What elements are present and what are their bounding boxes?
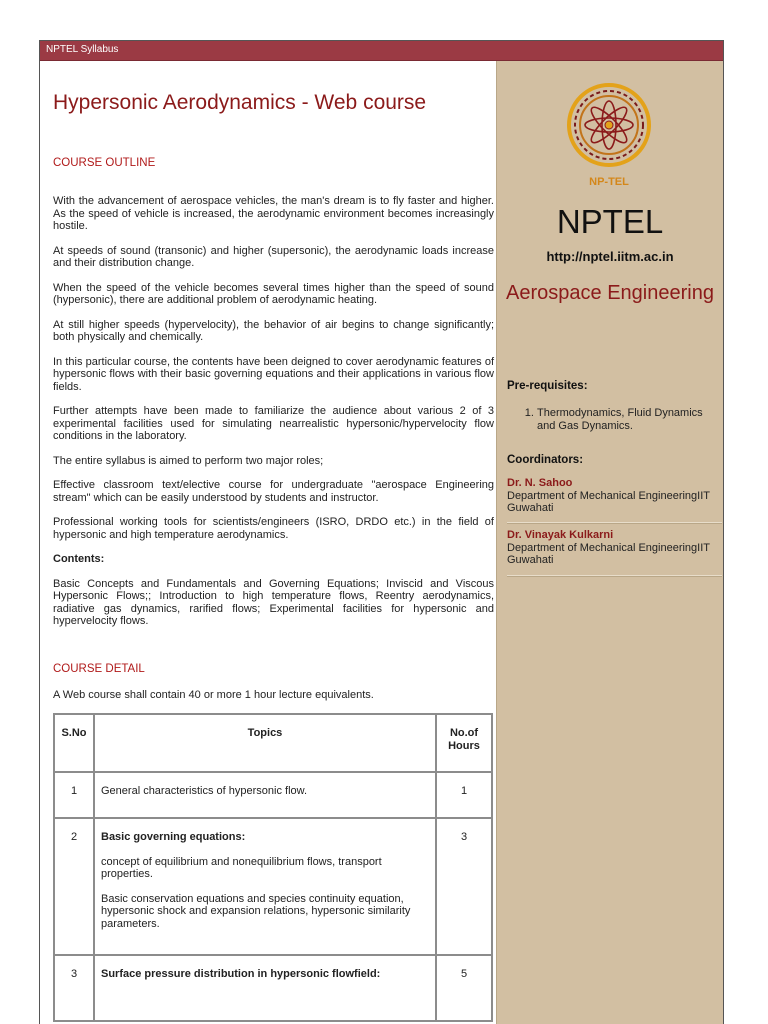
outline-paragraph: In this particular course, the contents have been deigned to cover aerodynamic features of hypersonic flows with their basic governing equations and their applications in various flow fields. <box>53 355 494 393</box>
nptel-url-link[interactable]: http://nptel.iitm.ac.in <box>546 249 674 264</box>
row-topic <box>94 818 436 955</box>
prerequisites-heading: Pre-requisites: <box>507 380 588 392</box>
row-topic-line: concept of equilibrium and nonequilibrium flows, transport properties. <box>101 855 382 880</box>
top-bar-label: NPTEL Syllabus <box>46 44 119 55</box>
outline-paragraph: Further attempts have been made to familiarize the audience about various 2 of 3 experimental facilities used for simulating nearrealistic hypersonic/hypervelocity flow conditions in the laboratory. <box>53 405 494 442</box>
page-frame <box>39 40 724 1024</box>
row-topic: Surface pressure distribution in hypersonic flowfield: <box>94 955 436 1021</box>
outline-paragraph: At speeds of sound (transonic) and higher (supersonic), the aerodynamic loads increase and their distribution change. <box>53 244 494 269</box>
coordinator-entry <box>507 477 722 515</box>
coordinators-heading: Coordinators: <box>507 454 584 466</box>
header-topics: Topics <box>94 714 436 772</box>
row-hours: 3 <box>436 818 492 955</box>
header-sno: S.No <box>54 714 94 772</box>
syllabus-table <box>53 713 493 1022</box>
detail-text: A Web course shall contain 40 or more 1 hour lecture equivalents. <box>53 689 374 701</box>
coordinator-affiliation: Department of Mechanical EngineeringIIT Guwahati <box>507 541 710 566</box>
outline-paragraph: Effective classroom text/elective course for undergraduate "aerospace Engineering stream" which can be easily understood by students and instructor. <box>53 479 494 504</box>
row-topic-line: Basic conservation equations and species continuity equation, hypersonic shock and expansion relations, hypersonic similarity parameters. <box>101 892 411 930</box>
course-detail-heading: COURSE DETAIL <box>53 663 145 675</box>
nptel-logo <box>563 79 655 191</box>
prerequisite-item: 1. Thermodynamics, Fluid Dynamics and Gas Dynamics. <box>537 407 707 432</box>
table-row <box>54 772 492 818</box>
row-sno: 1 <box>54 772 94 818</box>
department-name: Aerospace Engineering <box>506 282 714 304</box>
table-row <box>54 818 492 955</box>
header-hours: No.of Hours <box>436 714 492 772</box>
table-row <box>54 955 492 1021</box>
outline-body <box>53 195 494 640</box>
divider <box>507 522 722 524</box>
table-header-row <box>54 714 492 772</box>
coordinator-affiliation: Department of Mechanical EngineeringIIT Guwahati <box>507 489 710 514</box>
logo-wordmark: NP-TEL <box>589 176 629 188</box>
course-title: Hypersonic Aerodynamics - Web course <box>53 91 427 114</box>
outline-paragraph: Professional working tools for scientists/engineers (ISRO, DRDO etc.) in the field of hypersonic and high temperature aerodynamics. <box>53 516 494 541</box>
row-sno: 2 <box>54 818 94 955</box>
course-outline-heading: COURSE OUTLINE <box>53 157 156 169</box>
nptel-title: NPTEL <box>556 203 664 240</box>
row-hours: 1 <box>436 772 492 818</box>
sidebar <box>496 61 723 1024</box>
row-sno: 3 <box>54 955 94 1021</box>
top-bar <box>40 41 723 61</box>
divider <box>507 575 722 577</box>
row-topic-title: Basic governing equations: <box>101 831 246 843</box>
row-topic: General characteristics of hypersonic flow. <box>94 772 436 818</box>
row-hours: 5 <box>436 955 492 1021</box>
contents-text: Basic Concepts and Fundamentals and Governing Equations; Inviscid and Viscous Hypersonic Flows;; Introduction to high temperature flows, Reentry aerodynamics, radiative gas dynamics, rarified flows; Experimental facilities for hypersonic and hypervelocity flows. <box>53 577 494 627</box>
outline-paragraph: At still higher speeds (hypervelocity), the behavior of air begins to change significantly; both physically and chemically. <box>53 318 494 343</box>
contents-heading: Contents: <box>53 553 105 565</box>
main-content <box>40 61 496 1024</box>
prerequisites-list <box>507 407 707 432</box>
outline-paragraph: When the speed of the vehicle becomes several times higher than the speed of sound (hypersonic), there are additional problem of aerodynamic heating. <box>53 281 494 306</box>
coordinator-entry <box>507 529 722 567</box>
coordinator-name[interactable]: Dr. Vinayak Kulkarni <box>507 529 614 541</box>
coordinator-name[interactable]: Dr. N. Sahoo <box>507 477 573 489</box>
outline-paragraph: With the advancement of aerospace vehicles, the man's dream is to fly faster and higher. As the speed of vehicle is increased, the aerodynamic environment becomes increasingly hostile. <box>53 195 494 232</box>
outline-paragraph: The entire syllabus is aimed to perform two major roles; <box>53 454 324 467</box>
